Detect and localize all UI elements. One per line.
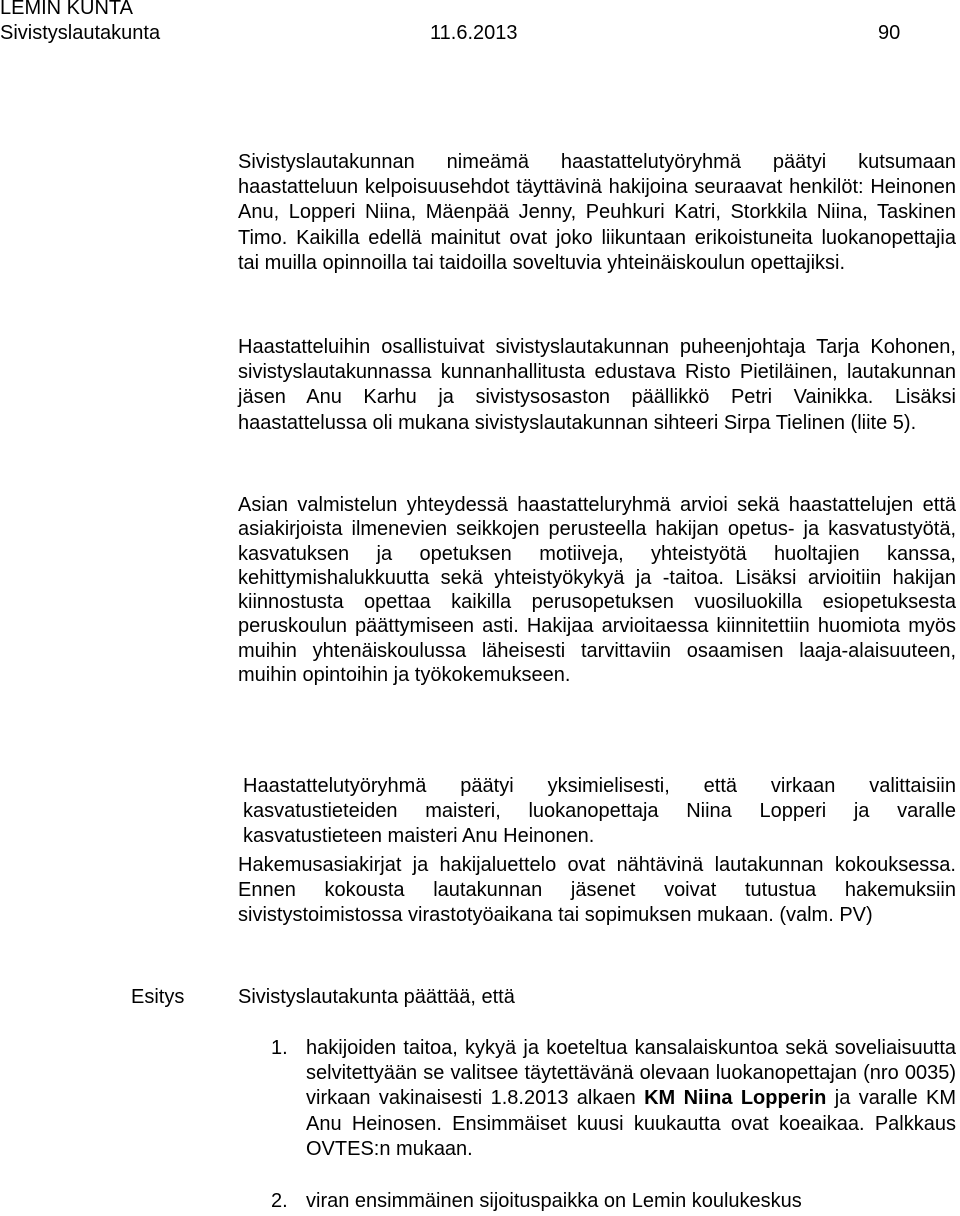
meeting-date: 11.6.2013 <box>430 22 518 44</box>
item-text: viran ensimmäinen sijoituspaikka on Lemin koulukeskus <box>306 1190 802 1212</box>
page-number: 90 <box>878 22 901 44</box>
proposal-label: Esitys <box>131 986 185 1008</box>
municipality-name: LEMIN KUNTA <box>0 0 133 19</box>
item-text-start: hakijoiden taitoa, kykyä ja koeteltua kansalaiskuntoa sekä soveliaisuutta selvitettyään se valitsee täytettävänä olevaan luokanopettajan (nro 0035) virkaan vakinaisesti 1.8.2013 alkaen <box>306 1037 956 1110</box>
item-number: 1. <box>271 1037 288 1059</box>
paragraph-interview-participants: Haastatteluihin osallistuivat sivistyslautakunnan puheenjohtaja Tarja Kohonen, sivistyslautakunnassa kunnanhallitusta edustava Risto Pietiläinen, lautakunnan jäsen Anu Karhu ja sivistysosaston päällikkö Petri Vainikka. Lisäksi haastattelussa oli mukana sivistyslautakunnan sihteeri Sirpa Tielinen (liite 5). <box>238 336 956 434</box>
paragraph-documents-available: Hakemusasiakirjat ja hakijaluettelo ovat nähtävinä lautakunnan kokouksessa. Ennen kokousta lautakunnan jäsenet voivat tutustua hakemuksiin sivistystoimistossa virastotyöaikana tai sopimuksen mukaan. (valm. PV) <box>238 854 956 927</box>
paragraph-interview-invitees: Sivistyslautakunnan nimeämä haastattelutyöryhmä päätyi kutsumaan haastatteluun kelpoisuusehdot täyttävinä hakijoina seuraavat henkilöt: Heinonen Anu, Lopperi Niina, Mäenpää Jenny, Peuhkuri Katri, Storkkila Niina, Taskinen Timo. Kaikilla edellä mainitut ovat joko liikuntaan erikoistuneita luokanopettajia tai muilla opinnoilla tai taidoilla soveltuvia yhteinäiskoulun opettajiksi. <box>238 151 956 274</box>
item-text <box>306 1036 956 1162</box>
appointee-name: KM Niina Lopperin <box>644 1087 827 1110</box>
paragraph-selection: Haastattelutyöryhmä päätyi yksimielisesti, että virkaan valittaisiin kasvatustieteiden maisteri, luokanopettaja Niina Lopperi ja varalle kasvatustieteen maisteri Anu Heinonen. <box>243 775 956 848</box>
committee-name: Sivistyslautakunta <box>0 22 161 44</box>
item-number: 2. <box>271 1190 288 1212</box>
proposal-intro: Sivistyslautakunta päättää, että <box>238 986 515 1008</box>
paragraph-assessment: Asian valmistelun yhteydessä haastatteluryhmä arvioi sekä haastattelujen että asiakirjoista ilmenevien seikkojen perusteella hakijan opetus- ja kasvatustyötä, kasvatuksen ja opetuksen motiiveja, yhteistyötä huoltajien kanssa, kehittymishalukkuutta sekä yhteistyökykyä ja -taitoa. Lisäksi arvioitiin hakijan kiinnostusta opettaa kaikilla perusopetuksen vuosiluokilla esiopetuksesta peruskoulun päättymiseen asti. Hakijaa arvioitaessa kiinnitettiin huomiota myös muihin yhtenäiskoulussa läheisesti tarvittaviin osaamisen laaja-alaisuuteen, muihin opintoihin ja työkokemukseen. <box>238 494 956 687</box>
item-text-end: ja varalle KM Anu Heinosen. Ensimmäiset kuusi kuukautta ovat koeaikaa. Palkkaus OVTES:n mukaan. <box>306 1087 956 1160</box>
